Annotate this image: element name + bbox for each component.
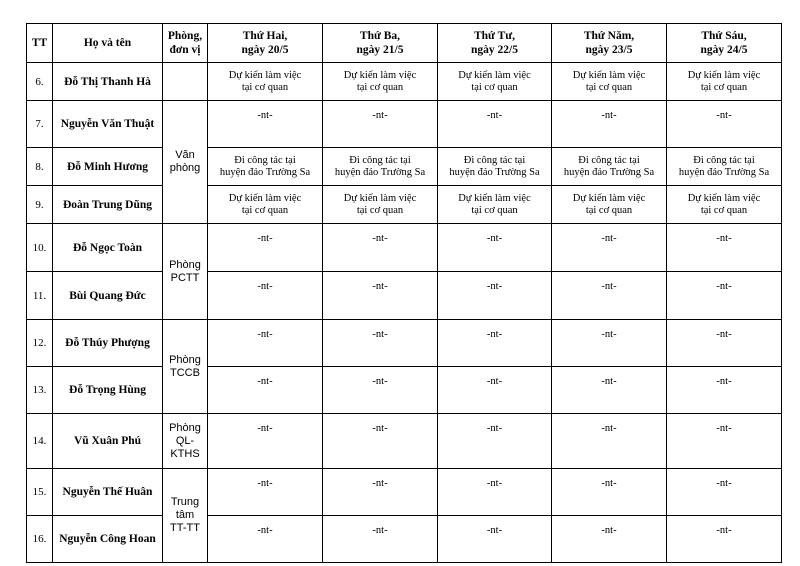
unit-line2: tâm [175,509,195,521]
unit-line1: Văn [175,149,195,161]
person-name: Nguyễn Công Hoan [53,516,163,563]
unit-tccb [163,320,208,414]
header-day-line2: ngày 24/5 [700,44,748,56]
cell-line2: tại cơ quan [700,81,748,93]
schedule-cell: -nt- [323,101,438,148]
schedule-cell [208,63,323,101]
cell-line1: Đi công tác tại [234,154,296,166]
schedule-table [26,23,782,563]
cell-line2: tại cơ quan [700,204,748,216]
header-day-line1: Thứ Sáu, [701,30,747,42]
cell-line1: Dự kiến làm việc [343,192,417,204]
table-row [27,469,782,516]
schedule-cell: -nt- [323,320,438,367]
schedule-cell: -nt- [208,224,323,272]
header-thursday [552,24,667,63]
person-name: Đoàn Trung Dũng [53,186,163,224]
schedule-cell: -nt- [552,367,667,414]
schedule-cell: -nt- [552,272,667,320]
unit-line2: phòng [169,162,201,174]
cell-line1: Dự kiến làm việc [572,192,646,204]
row-number: 9. [27,186,53,224]
cell-line2: tại cơ quan [356,204,404,216]
header-unit-line2: đơn vị [169,44,201,56]
schedule-cell: -nt- [208,320,323,367]
schedule-cell: -nt- [208,272,323,320]
cell-line2: tại cơ quan [471,81,518,93]
cell-line1: Đi công tác tại [693,154,755,166]
row-number: 15. [27,469,53,516]
schedule-cell: -nt- [667,101,782,148]
unit-tttt [163,469,208,563]
schedule-cell [323,186,438,224]
row-number: 8. [27,148,53,186]
schedule-cell [552,186,667,224]
cell-line1: Dự kiến làm việc [228,69,302,81]
table-row [27,367,782,414]
unit-line3: TT-TT [170,522,200,534]
row-number: 11. [27,272,53,320]
schedule-cell: -nt- [438,101,552,148]
schedule-cell [438,63,552,101]
header-day-line2: ngày 21/5 [356,44,404,56]
header-monday [208,24,323,63]
table-row [27,148,782,186]
schedule-cell: -nt- [552,101,667,148]
person-name: Vũ Xuân Phú [53,414,163,469]
person-name: Nguyễn Thế Huân [53,469,163,516]
cell-line2: huyện đảo Trường Sa [334,166,426,178]
schedule-cell: -nt- [667,320,782,367]
row-number: 6. [27,63,53,101]
header-row [27,24,782,63]
table-row [27,414,782,469]
cell-line2: huyện đảo Trường Sa [449,166,540,178]
unit-pctt [163,224,208,320]
cell-line1: Dự kiến làm việc [572,69,646,81]
schedule-cell [208,148,323,186]
schedule-cell: -nt- [667,469,782,516]
unit-line1: Phòng [169,258,201,271]
schedule-cell: -nt- [552,320,667,367]
cell-line2: tại cơ quan [241,204,289,216]
header-day-line1: Thứ Hai, [242,30,288,42]
schedule-cell: -nt- [208,367,323,414]
schedule-cell: -nt- [208,414,323,469]
schedule-cell [438,148,552,186]
cell-line1: Dự kiến làm việc [458,192,531,204]
schedule-cell: -nt- [323,469,438,516]
header-wednesday [438,24,552,63]
schedule-cell: -nt- [438,320,552,367]
header-day-line1: Thứ Năm, [583,30,635,42]
person-name: Nguyễn Văn Thuật [53,101,163,148]
table-row [27,272,782,320]
schedule-cell: -nt- [667,272,782,320]
table-row [27,224,782,272]
unit-van-phong [163,101,208,224]
schedule-cell [667,148,782,186]
unit-line2: QL- [175,434,195,447]
schedule-cell: -nt- [667,367,782,414]
person-name: Đỗ Ngọc Toàn [53,224,163,272]
table-row [27,186,782,224]
schedule-cell: -nt- [438,414,552,469]
table-row [27,101,782,148]
schedule-cell [667,63,782,101]
person-name: Bùi Quang Đức [53,272,163,320]
schedule-cell: -nt- [323,367,438,414]
schedule-cell [552,63,667,101]
schedule-cell: -nt- [552,469,667,516]
cell-line1: Đi công tác tại [349,154,411,166]
cell-line2: huyện đảo Trường Sa [678,166,770,178]
schedule-cell: -nt- [208,516,323,563]
header-day-line2: ngày 23/5 [585,44,633,56]
row-number: 14. [27,414,53,469]
row-number: 10. [27,224,53,272]
unit-line1: Trung [170,496,200,508]
schedule-cell: -nt- [438,516,552,563]
schedule-cell: -nt- [438,367,552,414]
cell-line1: Dự kiến làm việc [343,69,417,81]
cell-line1: Dự kiến làm việc [687,192,761,204]
schedule-cell [208,186,323,224]
unit-line2: TCCB [170,366,200,379]
header-tt: TT [27,24,53,63]
schedule-cell: -nt- [323,272,438,320]
schedule-cell: -nt- [208,101,323,148]
cell-line2: tại cơ quan [471,204,518,216]
header-day-line1: Thứ Ba, [359,30,401,42]
schedule-cell: -nt- [323,224,438,272]
row-number: 13. [27,367,53,414]
header-friday [667,24,782,63]
table-row [27,63,782,101]
header-day-line2: ngày 20/5 [241,44,289,56]
schedule-cell: -nt- [552,224,667,272]
row-number: 12. [27,320,53,367]
schedule-cell: -nt- [438,469,552,516]
person-name: Đỗ Thúy Phượng [53,320,163,367]
person-name: Đỗ Thị Thanh Hà [53,63,163,101]
cell-line2: huyện đảo Trường Sa [563,166,655,178]
cell-line1: Đi công tác tại [578,154,640,166]
header-tuesday [323,24,438,63]
unit-line2: PCTT [170,271,200,284]
unit-line1: Phòng [169,353,201,366]
cell-line2: tại cơ quan [241,81,289,93]
schedule-cell: -nt- [667,516,782,563]
cell-line2: tại cơ quan [585,81,633,93]
unit-line1: Phòng [169,421,201,434]
schedule-cell: -nt- [323,516,438,563]
cell-line1: Đi công tác tại [463,154,526,166]
schedule-cell [438,186,552,224]
unit-cell-empty [163,63,208,101]
schedule-cell [667,186,782,224]
unit-qlkths [163,414,208,469]
cell-line1: Dự kiến làm việc [687,69,761,81]
header-unit-line1: Phòng, [167,30,203,42]
schedule-cell: -nt- [208,469,323,516]
schedule-cell: -nt- [667,224,782,272]
schedule-cell [552,148,667,186]
schedule-cell: -nt- [552,516,667,563]
header-unit [163,24,208,63]
table-row [27,516,782,563]
cell-line2: tại cơ quan [585,204,633,216]
cell-line1: Dự kiến làm việc [228,192,302,204]
cell-line2: huyện đảo Trường Sa [219,166,311,178]
schedule-cell: -nt- [438,224,552,272]
header-day-line2: ngày 22/5 [471,44,518,56]
cell-line1: Dự kiến làm việc [458,69,531,81]
header-day-line1: Thứ Tư, [473,30,516,42]
schedule-cell [323,63,438,101]
person-name: Đỗ Minh Hương [53,148,163,186]
schedule-cell: -nt- [323,414,438,469]
table-row [27,320,782,367]
schedule-cell: -nt- [667,414,782,469]
row-number: 7. [27,101,53,148]
cell-line2: tại cơ quan [356,81,404,93]
schedule-cell: -nt- [552,414,667,469]
row-number: 16. [27,516,53,563]
header-name: Họ và tên [53,24,163,63]
person-name: Đỗ Trọng Hùng [53,367,163,414]
schedule-cell [323,148,438,186]
schedule-cell: -nt- [438,272,552,320]
unit-line3: KTHS [170,447,200,460]
